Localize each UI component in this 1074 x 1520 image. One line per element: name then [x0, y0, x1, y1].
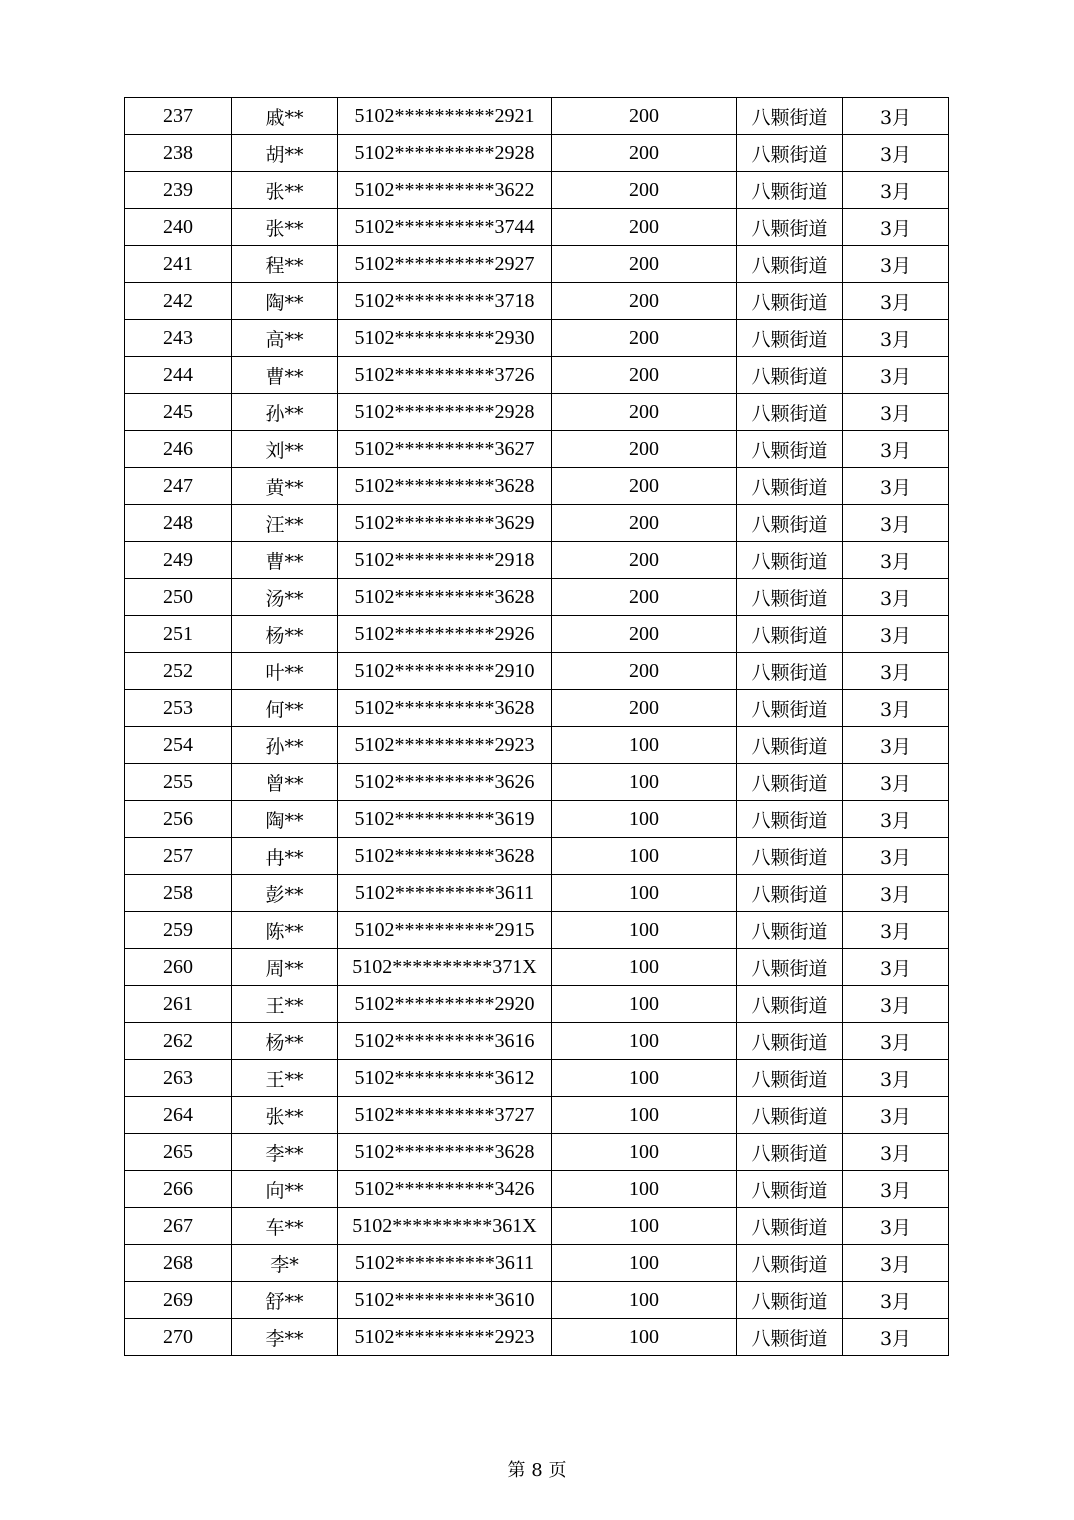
name-cell: 向** [232, 1171, 338, 1208]
id-number-cell: 5102**********361X [338, 1208, 552, 1245]
amount-cell: 100 [552, 801, 737, 838]
street-cell: 八颗街道 [737, 320, 843, 357]
table-row [125, 505, 949, 542]
amount-cell: 200 [552, 431, 737, 468]
row-number-cell: 238 [125, 135, 232, 172]
month-cell: 3月 [843, 1282, 949, 1319]
id-number-cell: 5102**********3611 [338, 875, 552, 912]
name-cell: 高** [232, 320, 338, 357]
street-cell: 八颗街道 [737, 1097, 843, 1134]
month-cell: 3月 [843, 542, 949, 579]
table-row [125, 838, 949, 875]
table-row [125, 616, 949, 653]
id-number-cell: 5102**********3619 [338, 801, 552, 838]
amount-cell: 100 [552, 1282, 737, 1319]
row-number-cell: 241 [125, 246, 232, 283]
name-cell: 李* [232, 1245, 338, 1282]
table-row [125, 875, 949, 912]
street-cell: 八颗街道 [737, 653, 843, 690]
table-row [125, 949, 949, 986]
name-cell: 陶** [232, 801, 338, 838]
name-cell: 杨** [232, 1023, 338, 1060]
amount-cell: 100 [552, 727, 737, 764]
amount-cell: 200 [552, 209, 737, 246]
month-cell: 3月 [843, 1171, 949, 1208]
month-cell: 3月 [843, 505, 949, 542]
amount-cell: 200 [552, 468, 737, 505]
table-row [125, 357, 949, 394]
table-row [125, 1060, 949, 1097]
month-cell: 3月 [843, 838, 949, 875]
amount-cell: 100 [552, 1060, 737, 1097]
table-row [125, 912, 949, 949]
id-number-cell: 5102**********3727 [338, 1097, 552, 1134]
amount-cell: 100 [552, 764, 737, 801]
table-row [125, 172, 949, 209]
street-cell: 八颗街道 [737, 135, 843, 172]
row-number-cell: 253 [125, 690, 232, 727]
id-number-cell: 5102**********2927 [338, 246, 552, 283]
street-cell: 八颗街道 [737, 1208, 843, 1245]
amount-cell: 100 [552, 838, 737, 875]
month-cell: 3月 [843, 949, 949, 986]
name-cell: 黄** [232, 468, 338, 505]
amount-cell: 200 [552, 542, 737, 579]
amount-cell: 100 [552, 1208, 737, 1245]
page-number: 第 8 页 [507, 1460, 567, 1481]
id-number-cell: 5102**********371X [338, 949, 552, 986]
id-number-cell: 5102**********2926 [338, 616, 552, 653]
amount-cell: 100 [552, 1319, 737, 1356]
row-number-cell: 265 [125, 1134, 232, 1171]
street-cell: 八颗街道 [737, 616, 843, 653]
month-cell: 3月 [843, 727, 949, 764]
id-number-cell: 5102**********3426 [338, 1171, 552, 1208]
table-row [125, 653, 949, 690]
id-number-cell: 5102**********3616 [338, 1023, 552, 1060]
street-cell: 八颗街道 [737, 394, 843, 431]
name-cell: 戚** [232, 98, 338, 135]
name-cell: 胡** [232, 135, 338, 172]
row-number-cell: 257 [125, 838, 232, 875]
street-cell: 八颗街道 [737, 1319, 843, 1356]
row-number-cell: 249 [125, 542, 232, 579]
name-cell: 李** [232, 1134, 338, 1171]
row-number-cell: 237 [125, 98, 232, 135]
amount-cell: 200 [552, 172, 737, 209]
street-cell: 八颗街道 [737, 246, 843, 283]
table-row [125, 690, 949, 727]
name-cell: 张** [232, 209, 338, 246]
id-number-cell: 5102**********2928 [338, 135, 552, 172]
street-cell: 八颗街道 [737, 172, 843, 209]
month-cell: 3月 [843, 1097, 949, 1134]
name-cell: 孙** [232, 727, 338, 764]
month-cell: 3月 [843, 653, 949, 690]
row-number-cell: 268 [125, 1245, 232, 1282]
amount-cell: 100 [552, 1245, 737, 1282]
month-cell: 3月 [843, 468, 949, 505]
name-cell: 孙** [232, 394, 338, 431]
row-number-cell: 270 [125, 1319, 232, 1356]
id-number-cell: 5102**********3744 [338, 209, 552, 246]
row-number-cell: 243 [125, 320, 232, 357]
row-number-cell: 258 [125, 875, 232, 912]
name-cell: 张** [232, 172, 338, 209]
id-number-cell: 5102**********2915 [338, 912, 552, 949]
amount-cell: 200 [552, 690, 737, 727]
id-number-cell: 5102**********2920 [338, 986, 552, 1023]
amount-cell: 200 [552, 283, 737, 320]
row-number-cell: 269 [125, 1282, 232, 1319]
row-number-cell: 248 [125, 505, 232, 542]
amount-cell: 100 [552, 875, 737, 912]
street-cell: 八颗街道 [737, 764, 843, 801]
id-number-cell: 5102**********3628 [338, 1134, 552, 1171]
month-cell: 3月 [843, 172, 949, 209]
table-row [125, 1097, 949, 1134]
name-cell: 彭** [232, 875, 338, 912]
recipient-table-body [125, 98, 949, 1356]
row-number-cell: 246 [125, 431, 232, 468]
table-row [125, 764, 949, 801]
name-cell: 李** [232, 1319, 338, 1356]
row-number-cell: 255 [125, 764, 232, 801]
row-number-cell: 261 [125, 986, 232, 1023]
street-cell: 八颗街道 [737, 1282, 843, 1319]
id-number-cell: 5102**********2921 [338, 98, 552, 135]
street-cell: 八颗街道 [737, 505, 843, 542]
street-cell: 八颗街道 [737, 986, 843, 1023]
name-cell: 汪** [232, 505, 338, 542]
month-cell: 3月 [843, 98, 949, 135]
month-cell: 3月 [843, 1245, 949, 1282]
month-cell: 3月 [843, 135, 949, 172]
month-cell: 3月 [843, 1023, 949, 1060]
id-number-cell: 5102**********3627 [338, 431, 552, 468]
name-cell: 舒** [232, 1282, 338, 1319]
name-cell: 陶** [232, 283, 338, 320]
name-cell: 王** [232, 986, 338, 1023]
month-cell: 3月 [843, 283, 949, 320]
name-cell: 张** [232, 1097, 338, 1134]
month-cell: 3月 [843, 875, 949, 912]
table-row [125, 394, 949, 431]
id-number-cell: 5102**********3622 [338, 172, 552, 209]
street-cell: 八颗街道 [737, 838, 843, 875]
id-number-cell: 5102**********2923 [338, 1319, 552, 1356]
table-row [125, 246, 949, 283]
name-cell: 周** [232, 949, 338, 986]
street-cell: 八颗街道 [737, 1171, 843, 1208]
table-row [125, 801, 949, 838]
street-cell: 八颗街道 [737, 727, 843, 764]
street-cell: 八颗街道 [737, 468, 843, 505]
street-cell: 八颗街道 [737, 579, 843, 616]
month-cell: 3月 [843, 764, 949, 801]
name-cell: 汤** [232, 579, 338, 616]
id-number-cell: 5102**********3612 [338, 1060, 552, 1097]
street-cell: 八颗街道 [737, 98, 843, 135]
street-cell: 八颗街道 [737, 357, 843, 394]
name-cell: 曾** [232, 764, 338, 801]
street-cell: 八颗街道 [737, 431, 843, 468]
table-row [125, 283, 949, 320]
row-number-cell: 266 [125, 1171, 232, 1208]
street-cell: 八颗街道 [737, 690, 843, 727]
id-number-cell: 5102**********2918 [338, 542, 552, 579]
month-cell: 3月 [843, 1134, 949, 1171]
table-row [125, 1171, 949, 1208]
street-cell: 八颗街道 [737, 1245, 843, 1282]
street-cell: 八颗街道 [737, 875, 843, 912]
row-number-cell: 244 [125, 357, 232, 394]
table-row [125, 1134, 949, 1171]
table-row [125, 542, 949, 579]
row-number-cell: 260 [125, 949, 232, 986]
amount-cell: 200 [552, 246, 737, 283]
amount-cell: 100 [552, 1097, 737, 1134]
table-row [125, 986, 949, 1023]
street-cell: 八颗街道 [737, 1023, 843, 1060]
amount-cell: 200 [552, 135, 737, 172]
id-number-cell: 5102**********3611 [338, 1245, 552, 1282]
id-number-cell: 5102**********3628 [338, 838, 552, 875]
month-cell: 3月 [843, 1319, 949, 1356]
id-number-cell: 5102**********2930 [338, 320, 552, 357]
street-cell: 八颗街道 [737, 209, 843, 246]
amount-cell: 200 [552, 579, 737, 616]
month-cell: 3月 [843, 246, 949, 283]
row-number-cell: 250 [125, 579, 232, 616]
name-cell: 王** [232, 1060, 338, 1097]
table-row [125, 1282, 949, 1319]
recipient-table [124, 97, 949, 1356]
street-cell: 八颗街道 [737, 1134, 843, 1171]
month-cell: 3月 [843, 1060, 949, 1097]
amount-cell: 200 [552, 394, 737, 431]
name-cell: 叶** [232, 653, 338, 690]
id-number-cell: 5102**********2923 [338, 727, 552, 764]
amount-cell: 200 [552, 616, 737, 653]
id-number-cell: 5102**********2928 [338, 394, 552, 431]
table-row [125, 1023, 949, 1060]
name-cell: 程** [232, 246, 338, 283]
month-cell: 3月 [843, 431, 949, 468]
amount-cell: 200 [552, 357, 737, 394]
row-number-cell: 263 [125, 1060, 232, 1097]
street-cell: 八颗街道 [737, 283, 843, 320]
table-row [125, 468, 949, 505]
name-cell: 冉** [232, 838, 338, 875]
row-number-cell: 239 [125, 172, 232, 209]
row-number-cell: 242 [125, 283, 232, 320]
row-number-cell: 252 [125, 653, 232, 690]
id-number-cell: 5102**********3628 [338, 579, 552, 616]
row-number-cell: 264 [125, 1097, 232, 1134]
table-row [125, 135, 949, 172]
amount-cell: 100 [552, 986, 737, 1023]
id-number-cell: 5102**********3626 [338, 764, 552, 801]
street-cell: 八颗街道 [737, 949, 843, 986]
month-cell: 3月 [843, 801, 949, 838]
name-cell: 杨** [232, 616, 338, 653]
amount-cell: 100 [552, 1023, 737, 1060]
name-cell: 何** [232, 690, 338, 727]
id-number-cell: 5102**********3629 [338, 505, 552, 542]
row-number-cell: 240 [125, 209, 232, 246]
table-row [125, 431, 949, 468]
month-cell: 3月 [843, 1208, 949, 1245]
row-number-cell: 251 [125, 616, 232, 653]
table-row [125, 98, 949, 135]
row-number-cell: 256 [125, 801, 232, 838]
month-cell: 3月 [843, 986, 949, 1023]
id-number-cell: 5102**********3718 [338, 283, 552, 320]
name-cell: 曹** [232, 542, 338, 579]
month-cell: 3月 [843, 616, 949, 653]
amount-cell: 200 [552, 320, 737, 357]
street-cell: 八颗街道 [737, 542, 843, 579]
amount-cell: 200 [552, 505, 737, 542]
table-row [125, 1208, 949, 1245]
month-cell: 3月 [843, 690, 949, 727]
amount-cell: 100 [552, 912, 737, 949]
table-row [125, 320, 949, 357]
street-cell: 八颗街道 [737, 801, 843, 838]
row-number-cell: 262 [125, 1023, 232, 1060]
month-cell: 3月 [843, 579, 949, 616]
month-cell: 3月 [843, 320, 949, 357]
name-cell: 刘** [232, 431, 338, 468]
id-number-cell: 5102**********3628 [338, 690, 552, 727]
table-row [125, 1245, 949, 1282]
name-cell: 车** [232, 1208, 338, 1245]
row-number-cell: 247 [125, 468, 232, 505]
amount-cell: 200 [552, 653, 737, 690]
street-cell: 八颗街道 [737, 1060, 843, 1097]
row-number-cell: 254 [125, 727, 232, 764]
row-number-cell: 267 [125, 1208, 232, 1245]
amount-cell: 200 [552, 98, 737, 135]
month-cell: 3月 [843, 357, 949, 394]
amount-cell: 100 [552, 949, 737, 986]
id-number-cell: 5102**********3628 [338, 468, 552, 505]
street-cell: 八颗街道 [737, 912, 843, 949]
month-cell: 3月 [843, 394, 949, 431]
name-cell: 曹** [232, 357, 338, 394]
month-cell: 3月 [843, 912, 949, 949]
table-row [125, 579, 949, 616]
amount-cell: 100 [552, 1171, 737, 1208]
table-row [125, 727, 949, 764]
amount-cell: 100 [552, 1134, 737, 1171]
table-row [125, 209, 949, 246]
name-cell: 陈** [232, 912, 338, 949]
id-number-cell: 5102**********2910 [338, 653, 552, 690]
id-number-cell: 5102**********3726 [338, 357, 552, 394]
row-number-cell: 259 [125, 912, 232, 949]
table-row [125, 1319, 949, 1356]
month-cell: 3月 [843, 209, 949, 246]
row-number-cell: 245 [125, 394, 232, 431]
id-number-cell: 5102**********3610 [338, 1282, 552, 1319]
